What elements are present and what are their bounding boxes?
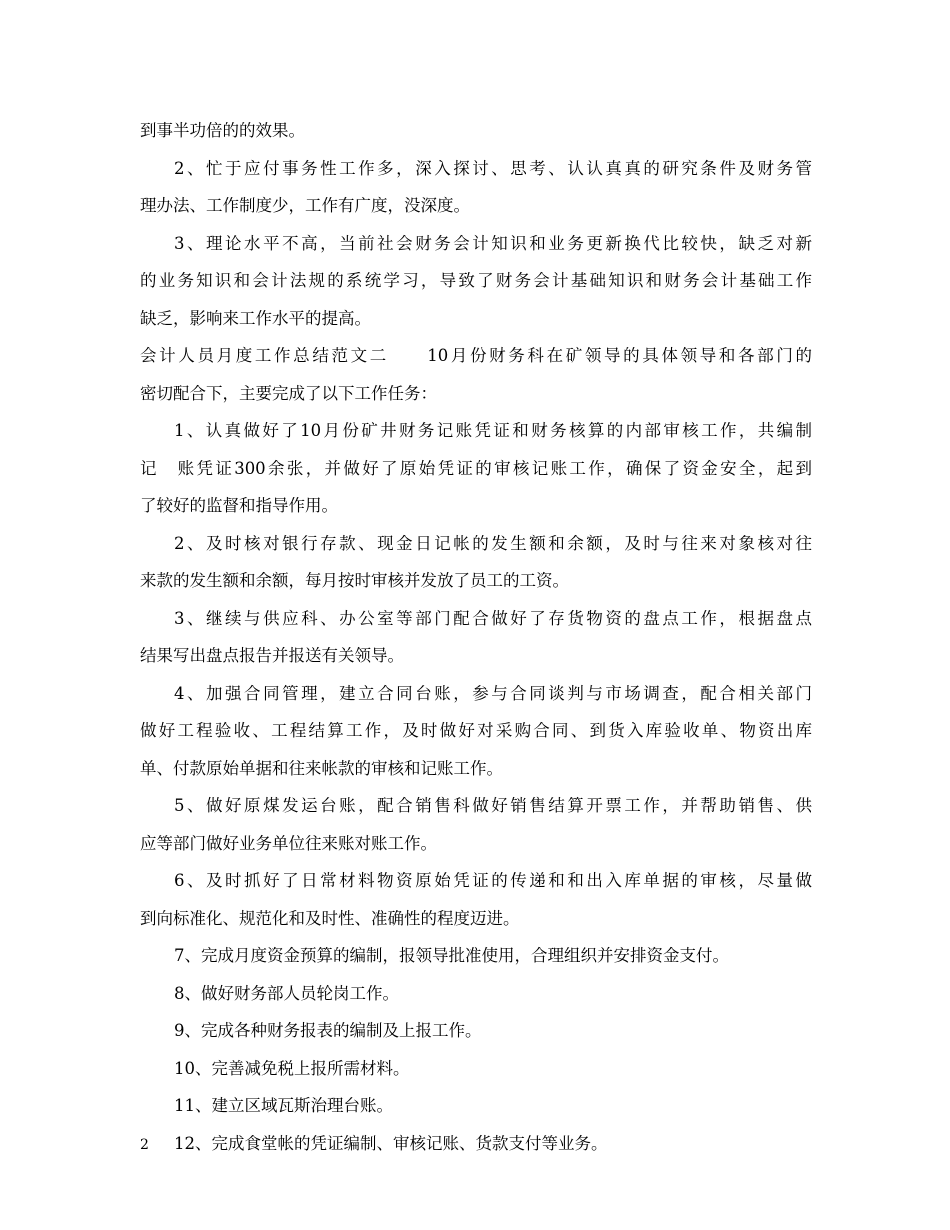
text-line: 11、建立区域瓦斯治理台账。 [174,1096,393,1115]
text-line: 的业务知识和会计法规的系统学习，导致了财务会计基础知识和财务会计基础工作 [140,271,812,290]
page-number: 2 [140,1137,149,1153]
text-line: 7、完成月度资金预算的编制，报领导批准使用，合理组织并安排资金支付。 [174,946,729,965]
text-line: 12、完成食堂帐的凭证编制、审核记账、货款支付等业务。 [174,1133,608,1153]
text-line: 应等部门做好业务单位往来账对账工作。 [140,833,437,853]
text-line: 6、及时抓好了日常材料物资原始凭证的传递和和出入库单据的审核，尽量做 [174,871,812,890]
text-line: 理办法、工作制度少，工作有广度，没深度。 [140,196,470,215]
text-line: 1、认真做好了10月份矿井财务记账凭证和财务核算的内部审核工作，共编制 [174,421,812,440]
text-line: 来款的发生额和余额，每月按时审核并发放了员工的工资。 [140,571,569,590]
text-line: 2、忙于应付事务性工作多，深入探讨、思考、认认真真的研究条件及财务管 [174,158,812,178]
document-body [140,112,812,1162]
text-line: 记 账凭证300余张，并做好了原始凭证的审核记账工作，确保了资金安全，起到 [140,458,812,478]
text-line: 做好工程验收、工程结算工作，及时做好对采购合同、到货入库验收单、物资出库 [140,721,812,740]
text-line: 缺乏，影响来工作水平的提高。 [140,308,371,328]
text-line: 9、完成各种财务报表的编制及上报工作。 [174,1021,482,1040]
text-line: 3、理论水平不高，当前社会财务会计知识和业务更新换代比较快，缺乏对新 [174,233,812,253]
text-line: 到事半功倍的的效果。 [140,121,305,140]
text-line: 会计人员月度工作总结范文二 10月份财务科在矿领导的具体领导和各部门的 [140,346,812,365]
text-line: 2、及时核对银行存款、现金日记帐的发生额和余额，及时与往来对象核对往 [174,533,812,553]
text-line: 5、做好原煤发运台账，配合销售科做好销售结算开票工作，并帮助销售、供 [174,796,812,815]
text-line: 单、付款原始单据和往来帐款的审核和记账工作。 [140,758,503,778]
text-line: 8、做好财务部人员轮岗工作。 [174,983,399,1003]
text-line: 3、继续与供应科、办公室等部门配合做好了存货物资的盘点工作，根据盘点 [174,608,812,628]
text-line: 了较好的监督和指导作用。 [140,496,338,515]
text-line: 4、加强合同管理，建立合同台账，参与合同谈判与市场调查，配合相关部门 [174,683,812,703]
text-line: 结果写出盘点报告并报送有关领导。 [140,646,404,665]
text-line: 10、完善减免税上报所需材料。 [174,1058,410,1078]
text-line: 到向标准化、规范化和及时性、准确性的程度迈进。 [140,908,520,928]
text-line: 密切配合下，主要完成了以下工作任务： [140,383,437,403]
